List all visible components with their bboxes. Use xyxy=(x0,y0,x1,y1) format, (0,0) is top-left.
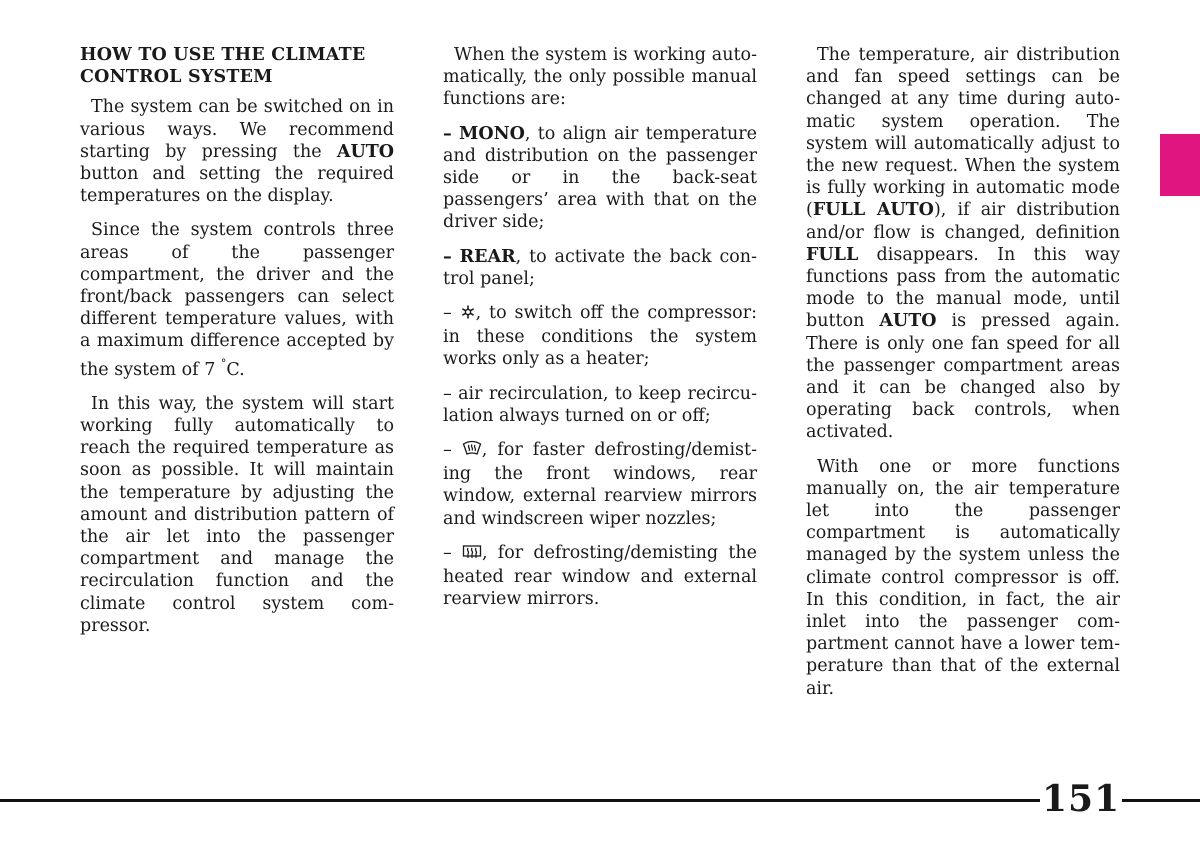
degree-sign: ° xyxy=(220,356,227,370)
auto-button-term: AUTO xyxy=(879,311,937,332)
rear-defrost-icon xyxy=(462,544,482,566)
column-1 xyxy=(80,44,394,649)
paragraph-switch-on: The system can be switched on in various ways. We recommend starting by pressing the AUTO button and setting the required temperatures on the display. xyxy=(80,97,394,207)
paragraph-three-areas: Since the system controls three areas of the passenger compartment, the driver and the front/back passengers can select different temperature values, with a maximum difference accepted by the system of 7 °C. xyxy=(80,220,394,380)
paragraph-settings-change: The temperature, air distribution and fan speed settings can be changed at any time during automatic system operation. The system will automatically adjust to the new request. When the system is fully working in automatic mode (FULL AUTO), if air distribution and/or flow is changed, definition FULL disappears. In this way functions pass from the automatic mode to the manual mode, until button AUTO is pressed again. There is only one fan speed for all the passenger compartment areas and it can be changed also by operating back controls, when activated. xyxy=(806,45,1120,443)
item-compressor: – , to switch off the compressor: in these conditions the system works only as a heater; xyxy=(443,303,757,370)
full-auto-term: FULL AUTO xyxy=(812,200,934,221)
item-mono: – MONO, to align air temperature and distribution on the passenger side or in the back-seat passengers’ area with that on the driver side; xyxy=(443,123,757,233)
item-rear: – REAR, to activate the back control panel; xyxy=(443,246,757,289)
full-term: FULL xyxy=(806,244,859,265)
auto-term: AUTO xyxy=(336,141,394,162)
section-tab-marker xyxy=(1160,134,1200,196)
page-number: 151 xyxy=(1042,778,1121,820)
paragraph-manual-on: With one or more functions manually on, the air temperature let into the passenger compartment is automatically managed by the system unless the climate control compressor is off. In this condition, in fact, the air inlet into the passenger compartment cannot have a lower temperature than that of the external air. xyxy=(806,456,1120,699)
snowflake-icon xyxy=(460,304,476,326)
paragraph-manual-functions: When the system is working automatically, the only possible manual functions are: xyxy=(443,45,757,110)
paragraph-automatic: In this way, the system will start working fully automatically to reach the required temperature as soon as possible. It will maintain the temperature by adjusting the amount and distribution pattern of the air let into the passenger compartment and manage the recirculation function and the climate control system compressor. xyxy=(80,393,394,636)
column-2 xyxy=(443,44,757,622)
section-heading: HOW TO USE THE CLIMATE CONTROL SYSTEM xyxy=(80,45,366,88)
footer-rule-left xyxy=(0,799,1040,802)
column-3 xyxy=(806,44,1120,712)
mono-term: MONO xyxy=(459,123,525,144)
item-rear-defrost: – , for defrosting/demisting the heated rear window and external rearview mirrors. xyxy=(443,542,757,610)
rear-term: REAR xyxy=(459,246,516,267)
front-defrost-icon xyxy=(462,440,482,463)
item-recirculation: – air recirculation, to keep recirculation always turned on or off; xyxy=(443,383,757,426)
footer-rule-right xyxy=(1122,799,1200,802)
item-front-defrost: – , for faster defrosting/demisting the front windows, rear window, external rearview mirrors and windscreen wiper nozzles; xyxy=(443,440,757,529)
